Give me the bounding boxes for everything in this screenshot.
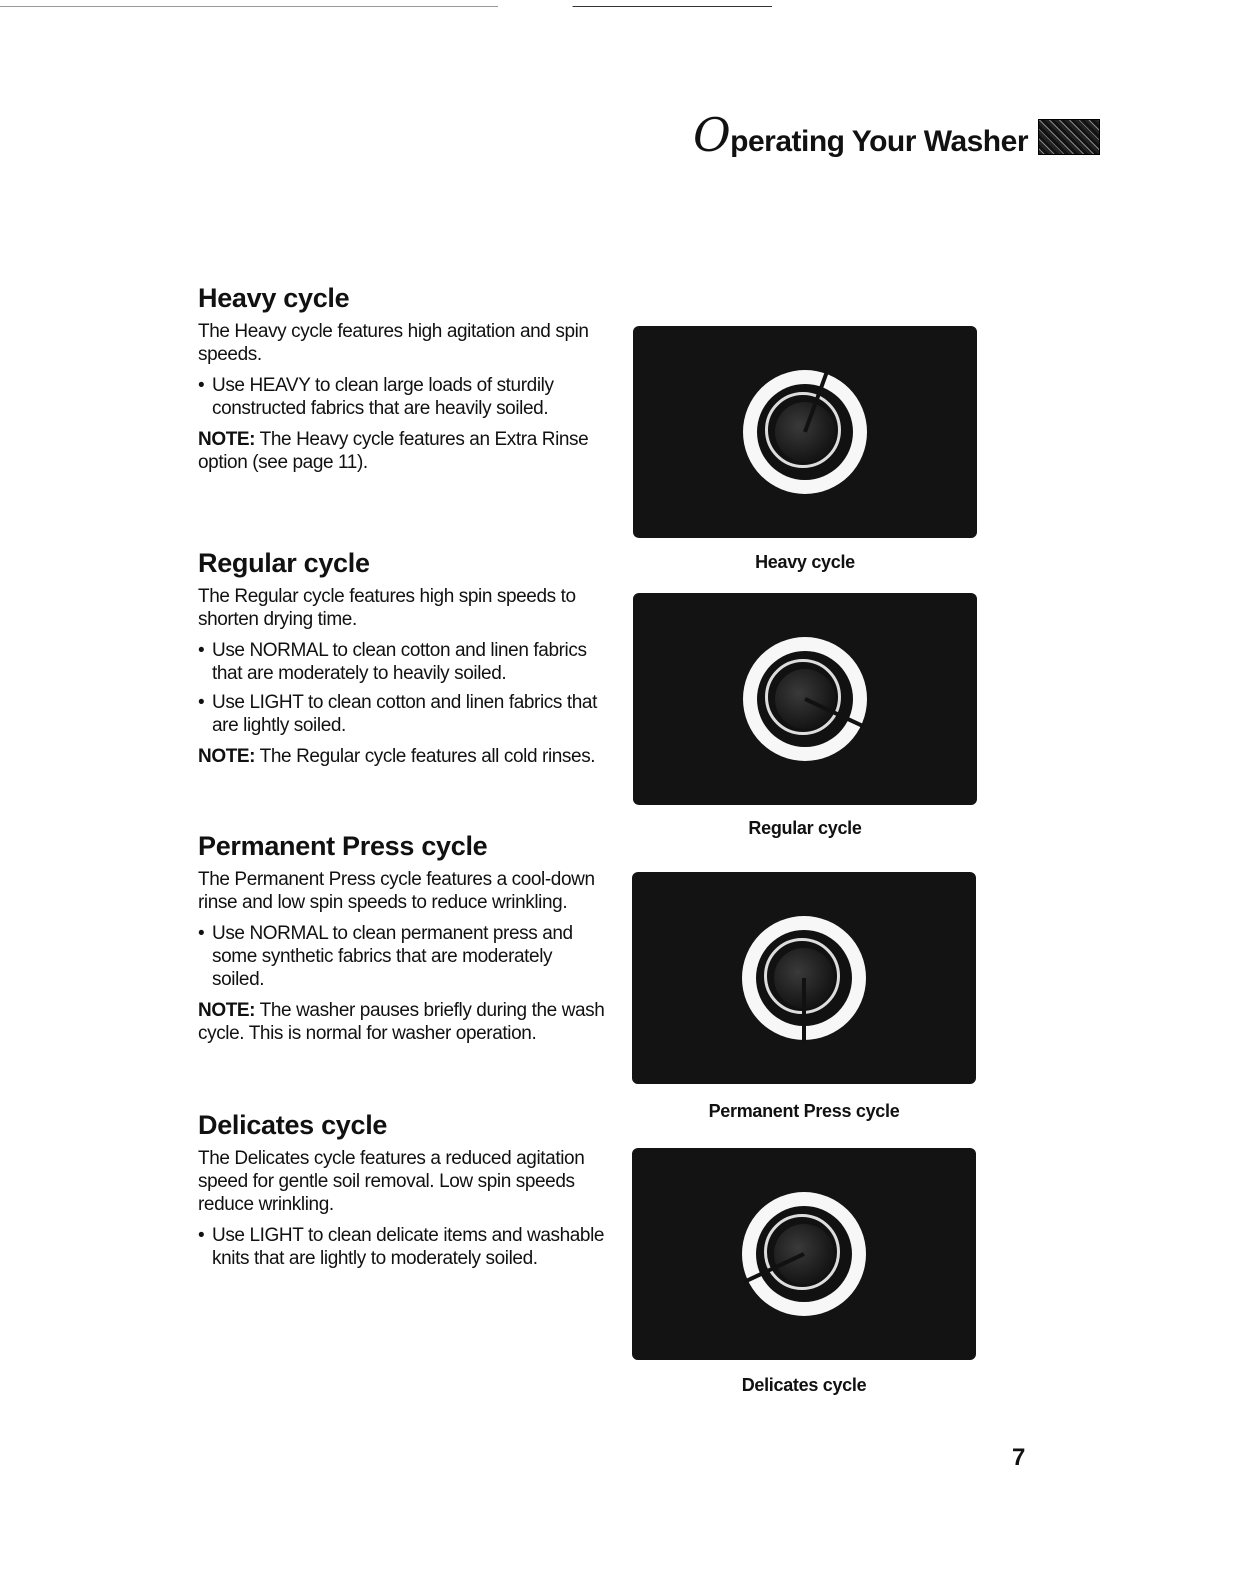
bullet-item: • Use LIGHT to clean cotton and linen fabrics that are lightly soiled.	[198, 691, 608, 737]
note-label: NOTE:	[198, 429, 256, 450]
note-text: The washer pauses briefly during the wash cycle. This is normal for washer operation.	[198, 1000, 605, 1044]
note-text: The Heavy cycle features an Extra Rinse option (see page 11).	[198, 429, 589, 473]
section-intro: The Regular cycle features high spin speeds to shorten drying time.	[198, 586, 576, 630]
figure-caption: Regular cycle	[748, 818, 862, 838]
page-title-initial: O	[692, 108, 731, 162]
section-heavy-cycle	[198, 283, 608, 482]
bullet-item: • Use NORMAL to clean permanent press and some synthetic fabrics that are moderately soiled.	[198, 922, 608, 991]
page-title	[692, 108, 1028, 162]
bullet-item: • Use LIGHT to clean delicate items and washable knits that are lightly to moderately soiled.	[198, 1224, 608, 1270]
dial-knob-icon	[743, 370, 867, 494]
top-rule	[0, 6, 1245, 7]
dial-knob-icon	[743, 637, 867, 761]
section-heading: Regular cycle	[198, 548, 370, 578]
dial-knob-icon	[742, 1192, 866, 1316]
figure-caption: Permanent Press cycle	[708, 1101, 900, 1121]
control-dial-photo-icon	[633, 326, 977, 538]
bullet-list	[198, 374, 608, 420]
note-label: NOTE:	[198, 746, 256, 767]
section-permanent-press-cycle	[198, 831, 608, 1053]
dial-knob-icon	[742, 916, 866, 1040]
section-delicates-cycle	[198, 1110, 608, 1278]
section-heading: Delicates cycle	[198, 1110, 388, 1140]
note-text: The Regular cycle features all cold rinses.	[259, 746, 596, 767]
note-label: NOTE:	[198, 1000, 256, 1021]
brand-logo-icon	[1038, 119, 1100, 155]
bullet-list	[198, 639, 608, 737]
section-note	[198, 999, 608, 1045]
dial-pointer-icon	[802, 978, 806, 1044]
page-number: 7	[1012, 1444, 1026, 1471]
bullet-list	[198, 922, 608, 991]
section-heading: Permanent Press cycle	[198, 831, 488, 861]
control-dial-photo-icon	[633, 593, 977, 805]
figure-caption: Heavy cycle	[755, 552, 855, 572]
page-title-rest: perating Your Washer	[730, 125, 1028, 158]
section-note	[198, 428, 608, 474]
bullet-item: • Use NORMAL to clean cotton and linen fabrics that are moderately to heavily soiled.	[198, 639, 608, 685]
section-intro: The Permanent Press cycle features a cool-down rinse and low spin speeds to reduce wrinkling.	[198, 869, 595, 913]
section-intro: The Heavy cycle features high agitation and spin speeds.	[198, 321, 589, 365]
bullet-item: • Use HEAVY to clean large loads of sturdily constructed fabrics that are heavily soiled.	[198, 374, 608, 420]
section-heading: Heavy cycle	[198, 283, 350, 313]
bullet-list	[198, 1224, 608, 1270]
control-dial-photo-icon	[632, 872, 976, 1084]
figure-caption: Delicates cycle	[741, 1375, 867, 1395]
section-note	[198, 745, 608, 768]
section-intro: The Delicates cycle features a reduced agitation speed for gentle soil removal. Low spin speeds reduce wrinkling.	[198, 1148, 585, 1215]
control-dial-photo-icon	[632, 1148, 976, 1360]
page-header	[692, 108, 1100, 162]
section-regular-cycle	[198, 548, 608, 776]
